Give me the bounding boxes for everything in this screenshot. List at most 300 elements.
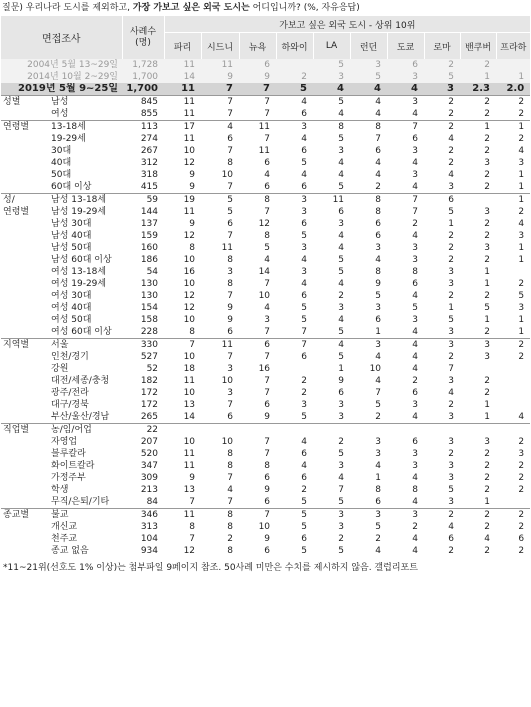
value-cell: 7 [375,134,382,144]
subgroup-label: 60대 이상 [51,182,92,192]
value-cell: 2.3 [460,83,496,96]
value-cell: 3 [460,339,496,352]
value-cell: 8 [227,522,234,532]
value-cell: 8 [375,485,382,495]
value-cell: 6 [301,352,308,362]
value-cell: 16 [258,364,271,374]
value-cell: 4 [412,497,419,507]
value-cell: 2 [448,146,455,156]
value-cell [350,424,387,437]
table-row [1,108,530,121]
value-cell: 13 [183,400,196,410]
value-cell: 11 [183,461,196,471]
sample-size: 160 [140,243,159,253]
value-cell: 7 [227,146,234,156]
sample-size: 347 [140,461,159,471]
value-cell: 4 [338,231,345,241]
value-cell: 8 [375,267,382,277]
value-cell: 9 [264,485,271,495]
value-cell: 2 [301,376,308,386]
value-cell: 6 [301,449,308,459]
value-cell: 5 [313,96,350,109]
value-cell: 5 [338,546,345,556]
table-row [1,533,530,545]
value-cell: 8 [375,207,382,217]
value-cell: 4 [412,534,419,544]
value-cell: 5 [227,207,234,217]
value-cell: 7 [264,388,271,398]
value-cell: 4 [375,255,382,265]
value-cell: 5 [424,71,460,83]
value-cell: 2 [448,291,455,301]
value-cell: 7 [264,327,271,337]
city-header: 런던 [350,33,387,60]
value-cell: 3 [424,339,460,352]
subgroup-label: 40대 [51,158,72,168]
value-cell: 2 [412,522,419,532]
value-cell: 8 [264,231,271,241]
value-cell: 14 [164,71,201,83]
value-cell: 8 [313,121,350,134]
value-cell: 7 [338,485,345,495]
value-cell: 1 [448,219,455,229]
value-cell: 3 [375,437,382,447]
value-cell: 6 [375,231,382,241]
value-cell: 2.0 [496,83,530,96]
value-cell: 11 [183,376,196,386]
value-cell: 10 [221,170,234,180]
sample-size: 346 [122,509,164,522]
value-cell: 4 [387,83,424,96]
value-cell: 4 [448,134,455,144]
value-cell: 6 [301,109,308,119]
value-cell: 3 [227,364,234,374]
value-cell: 7 [264,437,271,447]
value-cell: 7 [375,388,382,398]
value-cell: 13 [183,485,196,495]
value-cell: 11 [239,121,276,134]
value-cell: 6 [301,291,308,301]
value-cell: 4 [313,83,350,96]
subgroup-label: 남성 [49,96,122,109]
value-cell: 5 [201,194,239,207]
value-cell: 6 [239,339,276,352]
value-cell: 11 [183,207,196,217]
subgroup-label: 여성 13-18세 [51,267,107,277]
subgroup-label: 종교 없음 [51,546,89,556]
value-cell: 7 [227,400,234,410]
sample-size: 22 [122,424,164,437]
value-cell: 9 [264,412,271,422]
value-cell: 6 [264,182,271,192]
value-cell: 5 [484,303,491,313]
value-cell [424,424,460,437]
value-cell: 6 [387,59,424,71]
value-cell: 12 [183,231,196,241]
value-cell: 3 [484,243,491,253]
value-cell: 7 [227,109,234,119]
value-cell: 5 [448,207,455,217]
value-cell: 10 [183,279,196,289]
subgroup-label: 자영업 [51,437,78,447]
value-cell [201,424,239,437]
value-cell: 5 [338,352,345,362]
value-cell: 7 [448,364,455,374]
value-cell: 8 [227,449,234,459]
sample-size: 172 [140,388,159,398]
value-cell: 4 [412,158,419,168]
sample-size: 330 [122,339,164,352]
value-cell: 2 [375,534,382,544]
value-cell: 5 [301,522,308,532]
value-cell: 4 [518,146,525,156]
value-cell: 8 [189,243,196,253]
value-cell: 1 [518,243,525,253]
value-cell [496,399,530,411]
value-cell: 2 [484,109,491,119]
value-cell: 9 [189,219,196,229]
table-row [1,448,530,460]
value-cell: 7 [301,327,308,337]
period-row [1,59,530,71]
value-cell: 5 [375,291,382,301]
value-cell: 4 [412,352,419,362]
value-cell: 6 [301,146,308,156]
value-cell: 3 [338,461,345,471]
value-cell: 3 [313,509,350,522]
sample-size: 213 [140,485,159,495]
value-cell: 1 [518,315,525,325]
value-cell: 3 [301,267,308,277]
value-cell: 7 [264,352,271,362]
table-row [1,351,530,363]
value-cell: 6 [338,388,345,398]
value-cell: 3 [448,267,455,277]
value-cell: 1 [484,279,491,289]
city-header: 프라하 [496,33,530,60]
subgroup-label: 광주/전라 [51,388,89,398]
city-header: 뉴욕 [239,33,276,60]
table-row [1,387,530,399]
city-header: 하와이 [276,33,313,60]
value-cell: 4 [313,339,350,352]
value-cell: 5 [301,315,308,325]
value-cell: 10 [183,255,196,265]
value-cell: 5 [301,412,308,422]
sample-size-label: 사례수 (명) [122,16,164,59]
value-cell: 2 [484,182,491,192]
value-cell: 11 [201,339,239,352]
value-cell: 3 [448,497,455,507]
table-row [1,254,530,266]
table-row [1,206,530,218]
value-cell: 1 [496,121,530,134]
sample-size: 172 [140,400,159,410]
city-header: LA [313,33,350,60]
value-cell: 10 [183,315,196,325]
value-cell: 9 [227,315,234,325]
value-cell: 10 [183,437,196,447]
value-cell: 7 [201,96,239,109]
subgroup-label: 19-29세 [51,134,86,144]
value-cell: 7 [387,194,424,207]
value-cell [460,194,496,207]
value-cell: 2 [301,388,308,398]
value-cell: 4 [375,376,382,386]
value-cell: 5 [448,485,455,495]
sample-size: 312 [140,158,159,168]
value-cell [164,424,201,437]
value-cell: 3 [338,303,345,313]
group-label: 연령별 [1,121,49,194]
value-cell: 4 [448,522,455,532]
sample-size: 415 [140,182,159,192]
city-header: 로마 [424,33,460,60]
value-cell: 10 [369,364,382,374]
value-cell: 8 [227,546,234,556]
value-cell: 7 [387,121,424,134]
value-cell: 2 [484,376,491,386]
value-cell: 2 [518,473,525,483]
value-cell: 2 [484,327,491,337]
value-cell: 7 [189,497,196,507]
value-cell [276,363,313,375]
value-cell: 2 [484,388,491,398]
value-cell: 9 [189,182,196,192]
value-cell: 6 [227,219,234,229]
value-cell: 4 [412,291,419,301]
value-cell: 2 [460,509,496,522]
value-cell: 5 [338,255,345,265]
period-row [1,71,530,83]
value-cell: 5 [301,303,308,313]
value-cell: 4 [276,96,313,109]
value-cell: 2 [484,546,491,556]
question-suffix: 어디입니까? (%, 자유응답) [249,3,360,13]
sample-size: 130 [140,291,159,301]
value-cell: 2 [484,461,491,471]
value-cell: 8 [239,194,276,207]
value-cell: 7 [227,352,234,362]
table-row [1,472,530,484]
subgroup-label: 50대 [51,170,72,180]
value-cell: 2 [424,121,460,134]
value-cell: 6 [227,412,234,422]
value-cell: 5 [301,231,308,241]
value-cell: 2 [484,146,491,156]
value-cell: 4 [338,158,345,168]
value-cell: 2 [484,231,491,241]
table-row [1,96,530,109]
sample-size: 228 [140,327,159,337]
value-cell: 5 [276,509,313,522]
table-row [1,181,530,194]
footnote: *11~21위(선호도 1% 이상)는 첨부파일 9페이지 참조. 50사례 미만은 수치를 제시하지 않음. 갤럽리포트 [3,563,418,573]
subgroup-label: 30대 [51,146,72,156]
value-cell: 3 [448,412,455,422]
subgroup-label: 남성 30대 [51,219,92,229]
table-row [1,230,530,242]
value-cell: 10 [183,352,196,362]
value-cell: 11 [183,109,196,119]
value-cell: 8 [227,255,234,265]
value-cell: 4 [375,158,382,168]
value-cell: 6 [264,158,271,168]
value-cell: 8 [189,522,196,532]
value-cell: 6 [301,534,308,544]
period-row [1,83,530,96]
value-cell: 7 [227,182,234,192]
subgroup-label: 화이트칼라 [51,461,95,471]
value-cell: 3 [412,400,419,410]
subgroup-label: 부산/울산/경남 [51,412,110,422]
subgroup-label: 남성 60대 이상 [51,255,112,265]
question-bold: 가장 가보고 싶은 외국 도시는 [132,3,250,13]
value-cell: 3 [448,473,455,483]
subgroup-label: 학생 [51,485,69,495]
value-cell: 3 [412,146,419,156]
value-cell: 3 [448,327,455,337]
table-row [1,278,530,290]
value-cell: 10 [183,388,196,398]
value-cell: 3 [484,352,491,362]
sample-size: 845 [122,96,164,109]
value-cell: 3 [301,243,308,253]
value-cell: 9 [189,170,196,180]
value-cell: 6 [375,219,382,229]
sample-size: 1,700 [122,83,164,96]
value-cell: 8 [264,461,271,471]
value-cell: 4 [375,170,382,180]
question-text [0,0,531,16]
sample-size: 318 [140,170,159,180]
sample-size: 113 [122,121,164,134]
value-cell: 11 [313,194,350,207]
subgroup-label: 남성 50대 [51,243,92,253]
group-label: 성별 [1,96,49,121]
value-cell: 12 [258,219,271,229]
table-row [1,302,530,314]
value-cell: 3 [412,461,419,471]
value-cell: 3 [518,158,525,168]
group-label: 성/ 연령별 [1,194,49,339]
value-cell: 4 [338,473,345,483]
value-cell: 6 [301,219,308,229]
value-cell: 5 [301,497,308,507]
value-cell: 11 [183,449,196,459]
value-cell: 4 [301,279,308,289]
value-cell: 8 [350,194,387,207]
sample-size: 54 [146,267,159,277]
period-date: 2019년 5월 9~25일 [1,83,122,96]
value-cell: 3 [518,231,525,241]
value-cell: 7 [264,376,271,386]
sample-size: 182 [140,376,159,386]
value-cell: 5 [338,327,345,337]
value-cell: 6 [412,388,419,398]
value-cell: 2 [484,449,491,459]
value-cell: 3 [424,83,460,96]
value-cell: 4 [412,327,419,337]
value-cell: 4 [338,279,345,289]
value-cell: 5 [338,267,345,277]
value-cell: 6 [375,497,382,507]
value-cell: 9 [239,71,276,83]
value-cell: 2 [484,291,491,301]
value-cell: 2 [496,96,530,109]
value-cell: 3 [412,449,419,459]
sample-size: 186 [140,255,159,265]
value-cell: 2 [460,96,496,109]
value-cell: 2 [448,255,455,265]
value-cell [387,424,424,437]
value-cell: 8 [412,267,419,277]
table-row [1,375,530,387]
table-row [1,545,530,557]
subgroup-label: 대구/경북 [51,400,89,410]
value-cell: 6 [264,400,271,410]
table-row [1,314,530,326]
value-cell: 6 [264,546,271,556]
city-header: 파리 [164,33,201,60]
value-cell: 5 [301,158,308,168]
value-cell: 11 [201,59,239,71]
value-cell: 10 [183,146,196,156]
value-cell: 7 [189,534,196,544]
city-header: 밴쿠버 [460,33,496,60]
subgroup-label: 무직/은퇴/기타 [51,497,110,507]
table-row [1,326,530,339]
value-cell: 4 [375,109,382,119]
value-cell: 2 [448,546,455,556]
value-cell: 8 [201,509,239,522]
subgroup-label: 여성 40대 [51,303,92,313]
value-cell: 2 [338,534,345,544]
value-cell: 2 [518,485,525,495]
value-cell: 7 [201,83,239,96]
table-row [1,218,530,230]
value-cell: 11 [221,243,234,253]
value-cell [460,424,496,437]
value-cell: 7 [239,96,276,109]
value-cell: 6 [264,473,271,483]
value-cell: 1 [484,412,491,422]
value-cell: 6 [448,534,455,544]
value-cell: 1 [375,473,382,483]
value-cell: 3 [387,71,424,83]
value-cell: 3 [448,376,455,386]
subgroup-label: 블루칼라 [51,449,86,459]
value-cell: 6 [264,497,271,507]
value-cell: 3 [448,182,455,192]
value-cell: 2 [484,219,491,229]
value-cell: 2 [424,59,460,71]
value-cell: 14 [258,267,271,277]
value-cell: 3 [313,71,350,83]
value-cell: 4 [301,461,308,471]
value-cell: 5 [264,243,271,253]
value-cell: 3 [350,59,387,71]
value-cell: 1 [484,497,491,507]
value-cell: 2 [448,109,455,119]
value-cell: 6 [412,134,419,144]
value-cell: 6 [227,134,234,144]
value-cell: 12 [183,546,196,556]
subgroup-label: 여성 [51,109,69,119]
period-date: 2014년 10월 2~29일 [1,71,122,83]
value-cell: 2 [448,158,455,168]
value-cell: 7 [264,279,271,289]
